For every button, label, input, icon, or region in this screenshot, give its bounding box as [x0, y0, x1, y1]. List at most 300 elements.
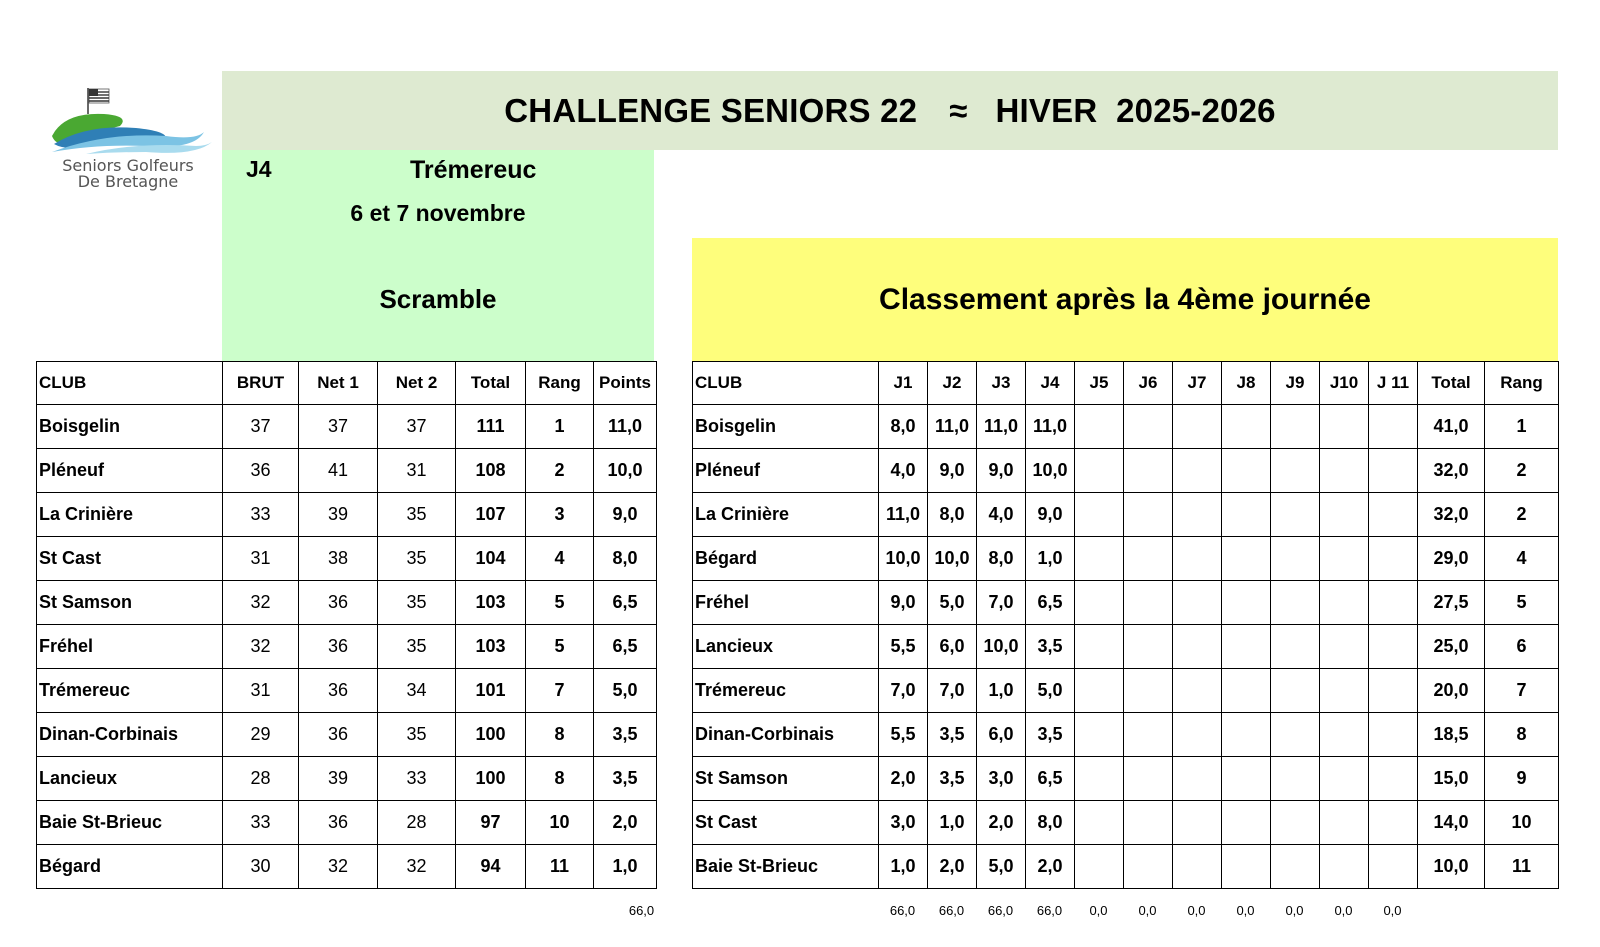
- standings-cell: 8,0: [1026, 801, 1075, 845]
- standings-cell: 6: [1485, 625, 1559, 669]
- standings-cell: 4,0: [977, 493, 1026, 537]
- standings-cell: [1222, 845, 1271, 889]
- standings-cell: [1075, 757, 1124, 801]
- standings-cell: 3,5: [928, 713, 977, 757]
- club-name: Boisgelin: [37, 405, 223, 449]
- standings-cell: [1369, 801, 1418, 845]
- standings-cell: 11,0: [977, 405, 1026, 449]
- results-cell: 31: [378, 449, 456, 493]
- results-row: [37, 845, 657, 889]
- standings-header-12: Total: [1418, 362, 1485, 405]
- standings-cell: [1369, 625, 1418, 669]
- standings-row: [693, 625, 1559, 669]
- event-dates: 6 et 7 novembre: [350, 200, 526, 226]
- standings-cell: 5,0: [1026, 669, 1075, 713]
- results-row: [37, 625, 657, 669]
- results-cell: 35: [378, 581, 456, 625]
- results-cell: 33: [223, 801, 299, 845]
- standings-cell: 2: [1485, 449, 1559, 493]
- results-cell: 5,0: [594, 669, 657, 713]
- club-name: Baie St-Brieuc: [37, 801, 223, 845]
- standings-cell: 11,0: [928, 405, 977, 449]
- standings-header-1: J1: [879, 362, 928, 405]
- standings-header-7: J7: [1173, 362, 1222, 405]
- results-cell: 11,0: [594, 405, 657, 449]
- results-cell: 3: [526, 493, 594, 537]
- standings-cell: [1222, 669, 1271, 713]
- standings-cell: 6,0: [977, 713, 1026, 757]
- club-name: Fréhel: [37, 625, 223, 669]
- standings-cell: [1075, 625, 1124, 669]
- results-cell: 36: [223, 449, 299, 493]
- standings-header-2: J2: [928, 362, 977, 405]
- standings-cell: [1173, 493, 1222, 537]
- standings-cell: 10,0: [928, 537, 977, 581]
- results-cell: 33: [223, 493, 299, 537]
- results-cell: 108: [456, 449, 526, 493]
- results-cell: 5: [526, 581, 594, 625]
- results-cell: 100: [456, 713, 526, 757]
- standings-header-0: CLUB: [693, 362, 879, 405]
- results-cell: 111: [456, 405, 526, 449]
- standings-cell: 2,0: [977, 801, 1026, 845]
- standings-cell: [1124, 449, 1173, 493]
- club-name: Pléneuf: [693, 449, 879, 493]
- standings-row: [693, 845, 1559, 889]
- standings-cell: [1320, 493, 1369, 537]
- standings-header-9: J9: [1271, 362, 1320, 405]
- standings-cell: 29,0: [1418, 537, 1485, 581]
- standings-cell: [1124, 537, 1173, 581]
- results-cell: 35: [378, 625, 456, 669]
- column-sum: 66,0: [987, 903, 1014, 918]
- results-cell: 6,5: [594, 581, 657, 625]
- standings-cell: [1271, 669, 1320, 713]
- standings-cell: [1271, 713, 1320, 757]
- standings-cell: [1075, 713, 1124, 757]
- title-left: CHALLENGE SENIORS 22: [504, 91, 918, 129]
- standings-cell: [1173, 801, 1222, 845]
- round-label: J4: [246, 156, 272, 182]
- standings-cell: 27,5: [1418, 581, 1485, 625]
- standings-cell: 2,0: [1026, 845, 1075, 889]
- results-header-4: Total: [456, 362, 526, 405]
- results-cell: 38: [299, 537, 378, 581]
- standings-cell: 5,5: [879, 713, 928, 757]
- column-sum: 0,0: [1334, 903, 1353, 918]
- title-separator: ≈: [949, 91, 968, 129]
- standings-cell: [1369, 669, 1418, 713]
- club-name: Trémereuc: [693, 669, 879, 713]
- results-cell: 35: [378, 713, 456, 757]
- standings-cell: [1173, 449, 1222, 493]
- standings-cell: 1: [1485, 405, 1559, 449]
- standings-row: [693, 801, 1559, 845]
- standings-cell: [1369, 845, 1418, 889]
- results-cell: 107: [456, 493, 526, 537]
- results-cell: 1,0: [594, 845, 657, 889]
- club-name: Dinan-Corbinais: [693, 713, 879, 757]
- results-row: [37, 581, 657, 625]
- results-cell: 3,5: [594, 757, 657, 801]
- column-sum: 0,0: [1383, 903, 1402, 918]
- standings-cell: [1320, 845, 1369, 889]
- standings-cell: [1173, 405, 1222, 449]
- standings-cell: 18,5: [1418, 713, 1485, 757]
- results-cell: 103: [456, 581, 526, 625]
- venue-name: Trémereuc: [410, 156, 537, 184]
- standings-cell: 5,5: [879, 625, 928, 669]
- standings-cell: 2,0: [928, 845, 977, 889]
- club-name: La Crinière: [37, 493, 223, 537]
- standings-header-4: J4: [1026, 362, 1075, 405]
- standings-row: [693, 493, 1559, 537]
- standings-cell: [1320, 537, 1369, 581]
- standings-cell: 3,0: [977, 757, 1026, 801]
- standings-cell: 6,5: [1026, 581, 1075, 625]
- standings-cell: [1173, 625, 1222, 669]
- logo-text-line1: Seniors Golfeurs: [62, 156, 194, 175]
- standings-cell: [1369, 713, 1418, 757]
- results-cell: 9,0: [594, 493, 657, 537]
- results-row: [37, 669, 657, 713]
- results-cell: 34: [378, 669, 456, 713]
- standings-cell: [1173, 757, 1222, 801]
- standings-cell: 3,5: [1026, 713, 1075, 757]
- results-row: [37, 713, 657, 757]
- results-cell: 35: [378, 493, 456, 537]
- standings-cell: [1124, 581, 1173, 625]
- standings-cell: [1124, 493, 1173, 537]
- results-header-2: Net 1: [299, 362, 378, 405]
- standings-cell: 3,5: [928, 757, 977, 801]
- standings-cell: [1271, 493, 1320, 537]
- standings-cell: [1271, 757, 1320, 801]
- results-cell: 32: [223, 625, 299, 669]
- standings-cell: 20,0: [1418, 669, 1485, 713]
- results-table: [36, 361, 657, 889]
- results-cell: 41: [299, 449, 378, 493]
- standings-cell: [1173, 669, 1222, 713]
- results-cell: 31: [223, 537, 299, 581]
- results-cell: 36: [299, 581, 378, 625]
- standings-cell: [1369, 537, 1418, 581]
- standings-cell: 4: [1485, 537, 1559, 581]
- results-cell: 28: [378, 801, 456, 845]
- standings-cell: 6,5: [1026, 757, 1075, 801]
- results-row: [37, 405, 657, 449]
- results-cell: 28: [223, 757, 299, 801]
- standings-row: [693, 669, 1559, 713]
- standings-cell: [1222, 801, 1271, 845]
- standings-title-text: Classement après la 4ème journée: [879, 283, 1371, 316]
- standings-cell: [1369, 493, 1418, 537]
- results-cell: 104: [456, 537, 526, 581]
- standings-cell: [1222, 581, 1271, 625]
- results-cell: 97: [456, 801, 526, 845]
- standings-cell: [1075, 449, 1124, 493]
- standings-cell: [1075, 669, 1124, 713]
- standings-cell: [1075, 537, 1124, 581]
- standings-cell: [1124, 801, 1173, 845]
- standings-row: [693, 405, 1559, 449]
- standings-cell: 32,0: [1418, 493, 1485, 537]
- results-cell: 8,0: [594, 537, 657, 581]
- results-header-0: CLUB: [37, 362, 223, 405]
- standings-row: [693, 713, 1559, 757]
- standings-cell: 3,0: [879, 801, 928, 845]
- club-name: Boisgelin: [693, 405, 879, 449]
- standings-row: [693, 449, 1559, 493]
- standings-cell: [1075, 405, 1124, 449]
- standings-row: [693, 581, 1559, 625]
- results-row: [37, 493, 657, 537]
- results-cell: 39: [299, 757, 378, 801]
- standings-cell: 10,0: [879, 537, 928, 581]
- results-cell: 2: [526, 449, 594, 493]
- results-cell: 8: [526, 713, 594, 757]
- standings-cell: 6,0: [928, 625, 977, 669]
- standings-cell: 1,0: [1026, 537, 1075, 581]
- standings-cell: 41,0: [1418, 405, 1485, 449]
- results-cell: 33: [378, 757, 456, 801]
- standings-cell: 7,0: [977, 581, 1026, 625]
- standings-cell: 1,0: [977, 669, 1026, 713]
- column-sum: 0,0: [1285, 903, 1304, 918]
- club-name: St Samson: [693, 757, 879, 801]
- results-header-6: Points: [594, 362, 657, 405]
- results-row: [37, 537, 657, 581]
- results-cell: 37: [223, 405, 299, 449]
- standings-cell: [1271, 625, 1320, 669]
- standings-cell: [1222, 625, 1271, 669]
- standings-cell: [1124, 757, 1173, 801]
- standings-header-6: J6: [1124, 362, 1173, 405]
- club-name: Bégard: [693, 537, 879, 581]
- results-cell: 100: [456, 757, 526, 801]
- standings-cell: [1320, 801, 1369, 845]
- standings-cell: 5: [1485, 581, 1559, 625]
- results-row: [37, 757, 657, 801]
- standings-cell: [1271, 449, 1320, 493]
- standings-cell: 10: [1485, 801, 1559, 845]
- standings-cell: [1173, 581, 1222, 625]
- standings-cell: [1320, 713, 1369, 757]
- standings-cell: 11,0: [879, 493, 928, 537]
- standings-cell: 8,0: [977, 537, 1026, 581]
- standings-cell: [1222, 713, 1271, 757]
- club-name: Bégard: [37, 845, 223, 889]
- standings-cell: 8,0: [879, 405, 928, 449]
- golf-flag-wave-icon: [46, 84, 216, 164]
- results-cell: 8: [526, 757, 594, 801]
- standings-cell: [1124, 845, 1173, 889]
- club-name: Dinan-Corbinais: [37, 713, 223, 757]
- club-name: La Crinière: [693, 493, 879, 537]
- standings-cell: 9: [1485, 757, 1559, 801]
- results-header-3: Net 2: [378, 362, 456, 405]
- column-sum: 0,0: [1187, 903, 1206, 918]
- standings-cell: [1320, 625, 1369, 669]
- logo-text-line2: De Bretagne: [77, 172, 179, 191]
- standings-cell: [1369, 581, 1418, 625]
- results-cell: 94: [456, 845, 526, 889]
- club-name: Trémereuc: [37, 669, 223, 713]
- results-cell: 35: [378, 537, 456, 581]
- results-header-1: BRUT: [223, 362, 299, 405]
- standings-cell: [1320, 405, 1369, 449]
- seniors-golfeurs-logo: [46, 84, 216, 204]
- event-format: Scramble: [379, 284, 497, 314]
- standings-cell: [1271, 581, 1320, 625]
- results-cell: 32: [223, 581, 299, 625]
- standings-cell: 14,0: [1418, 801, 1485, 845]
- standings-cell: [1124, 713, 1173, 757]
- club-name: St Samson: [37, 581, 223, 625]
- standings-cell: [1320, 757, 1369, 801]
- results-row: [37, 801, 657, 845]
- standings-cell: 11: [1485, 845, 1559, 889]
- standings-cell: [1173, 845, 1222, 889]
- results-row: [37, 449, 657, 493]
- standings-cell: 7,0: [928, 669, 977, 713]
- standings-cell: [1124, 625, 1173, 669]
- standings-cell: [1124, 405, 1173, 449]
- results-cell: 36: [299, 625, 378, 669]
- results-cell: 36: [299, 669, 378, 713]
- standings-row: [693, 757, 1559, 801]
- results-header-row: [37, 362, 657, 405]
- standings-cell: 25,0: [1418, 625, 1485, 669]
- standings-cell: [1075, 845, 1124, 889]
- column-sum: 66,0: [1036, 903, 1063, 918]
- results-cell: 30: [223, 845, 299, 889]
- standings-cell: [1320, 449, 1369, 493]
- results-cell: 32: [299, 845, 378, 889]
- standings-cell: 3,5: [1026, 625, 1075, 669]
- standings-cell: 7: [1485, 669, 1559, 713]
- standings-header-3: J3: [977, 362, 1026, 405]
- standings-cell: [1222, 405, 1271, 449]
- standings-cell: 2,0: [879, 757, 928, 801]
- standings-cell: 9,0: [977, 449, 1026, 493]
- results-cell: 37: [378, 405, 456, 449]
- results-cell: 29: [223, 713, 299, 757]
- club-name: Lancieux: [37, 757, 223, 801]
- results-cell: 6,5: [594, 625, 657, 669]
- standings-cell: [1271, 845, 1320, 889]
- standings-cell: 4,0: [879, 449, 928, 493]
- standings-sum-row: [0, 903, 1600, 919]
- column-sum: 0,0: [1089, 903, 1108, 918]
- standings-cell: 8,0: [928, 493, 977, 537]
- standings-cell: [1320, 581, 1369, 625]
- standings-cell: 10,0: [1418, 845, 1485, 889]
- club-name: Pléneuf: [37, 449, 223, 493]
- standings-cell: 9,0: [928, 449, 977, 493]
- results-cell: 3,5: [594, 713, 657, 757]
- standings-cell: [1271, 801, 1320, 845]
- standings-cell: 32,0: [1418, 449, 1485, 493]
- standings-cell: [1271, 537, 1320, 581]
- standings-title: [692, 238, 1558, 362]
- standings-cell: 9,0: [1026, 493, 1075, 537]
- standings-cell: 8: [1485, 713, 1559, 757]
- standings-cell: 5,0: [977, 845, 1026, 889]
- results-cell: 11: [526, 845, 594, 889]
- standings-header-5: J5: [1075, 362, 1124, 405]
- results-cell: 39: [299, 493, 378, 537]
- standings-cell: [1271, 405, 1320, 449]
- standings-cell: 11,0: [1026, 405, 1075, 449]
- standings-header-11: J 11: [1369, 362, 1418, 405]
- standings-cell: [1222, 757, 1271, 801]
- standings-row: [693, 537, 1559, 581]
- standings-cell: [1369, 405, 1418, 449]
- standings-cell: 7,0: [879, 669, 928, 713]
- standings-cell: [1369, 757, 1418, 801]
- standings-cell: 9,0: [879, 581, 928, 625]
- results-cell: 37: [299, 405, 378, 449]
- standings-cell: 1,0: [928, 801, 977, 845]
- results-cell: 36: [299, 713, 378, 757]
- standings-cell: 1,0: [879, 845, 928, 889]
- standings-cell: [1173, 537, 1222, 581]
- standings-cell: [1075, 801, 1124, 845]
- results-cell: 103: [456, 625, 526, 669]
- results-cell: 2,0: [594, 801, 657, 845]
- standings-cell: [1124, 669, 1173, 713]
- results-cell: 7: [526, 669, 594, 713]
- standings-cell: [1222, 537, 1271, 581]
- club-name: St Cast: [37, 537, 223, 581]
- standings-cell: [1075, 493, 1124, 537]
- standings-cell: [1320, 669, 1369, 713]
- club-name: St Cast: [693, 801, 879, 845]
- standings-header-row: [693, 362, 1559, 405]
- standings-cell: [1173, 713, 1222, 757]
- results-cell: 1: [526, 405, 594, 449]
- column-sum: 66,0: [889, 903, 916, 918]
- standings-cell: 10,0: [1026, 449, 1075, 493]
- standings-cell: 10,0: [977, 625, 1026, 669]
- standings-table: [692, 361, 1559, 889]
- results-cell: 10: [526, 801, 594, 845]
- page-title: [222, 71, 1558, 150]
- results-cell: 36: [299, 801, 378, 845]
- column-sum: 0,0: [1138, 903, 1157, 918]
- points-sum: 66,0: [628, 903, 655, 918]
- standings-cell: [1222, 493, 1271, 537]
- column-sum: 66,0: [938, 903, 965, 918]
- club-name: Fréhel: [693, 581, 879, 625]
- results-cell: 32: [378, 845, 456, 889]
- standings-cell: [1222, 449, 1271, 493]
- results-cell: 101: [456, 669, 526, 713]
- results-header-5: Rang: [526, 362, 594, 405]
- standings-cell: [1075, 581, 1124, 625]
- standings-cell: 15,0: [1418, 757, 1485, 801]
- column-sum: 0,0: [1236, 903, 1255, 918]
- club-name: Lancieux: [693, 625, 879, 669]
- standings-cell: 5,0: [928, 581, 977, 625]
- standings-header-8: J8: [1222, 362, 1271, 405]
- standings-cell: 2: [1485, 493, 1559, 537]
- results-cell: 31: [223, 669, 299, 713]
- standings-cell: [1369, 449, 1418, 493]
- standings-header-10: J10: [1320, 362, 1369, 405]
- club-name: Baie St-Brieuc: [693, 845, 879, 889]
